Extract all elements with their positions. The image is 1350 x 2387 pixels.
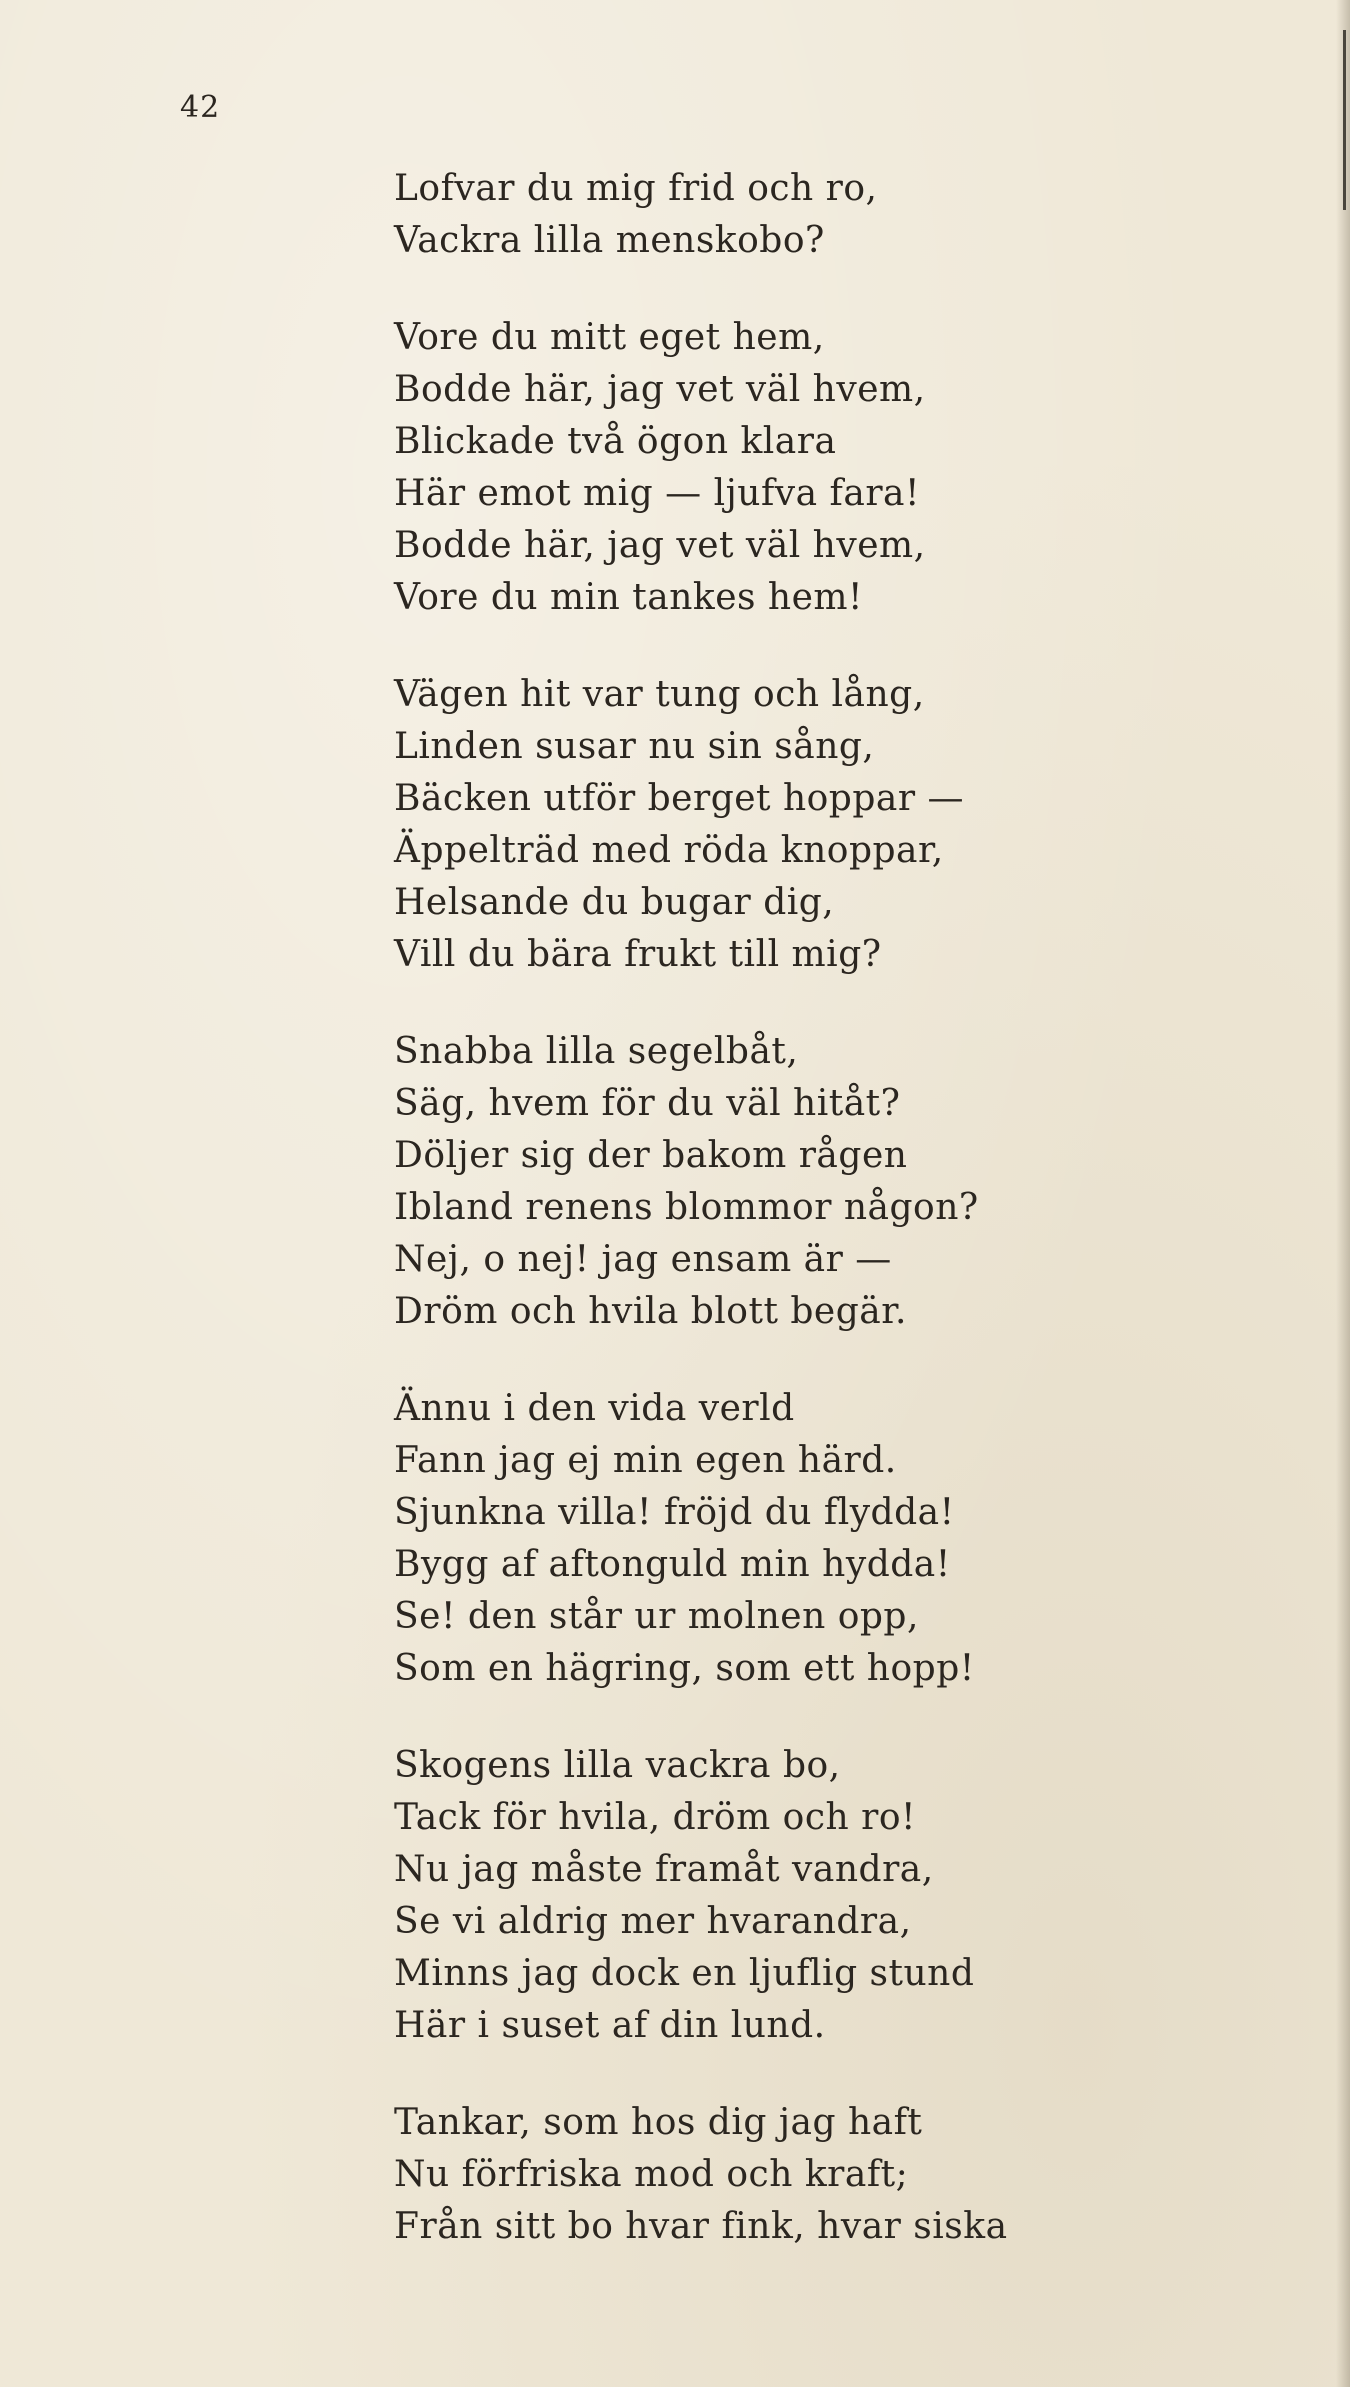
- poem-line: Bodde här, jag vet väl hvem,: [394, 369, 926, 410]
- poem-line: Vore du min tankes hem!: [394, 577, 864, 618]
- poem-line: Från sitt bo hvar fink, hvar siska: [394, 2206, 1008, 2247]
- page-edge-line: [1343, 30, 1346, 210]
- poem-line: Vackra lilla menskobo?: [394, 220, 825, 261]
- poem-line: Se! den står ur molnen opp,: [394, 1596, 919, 1637]
- poem-line: Som en hägring, som ett hopp!: [394, 1648, 975, 1689]
- poem-line: Lofvar du mig frid och ro,: [394, 168, 878, 209]
- poem-line: Helsande du bugar dig,: [394, 882, 835, 923]
- stanza-3: [394, 669, 1294, 981]
- poem-line: Skogens lilla vackra bo,: [394, 1745, 841, 1786]
- poem-line: Säg, hvem för du väl hitåt?: [394, 1083, 901, 1124]
- poem-line: Vill du bära frukt till mig?: [394, 934, 882, 975]
- poem-line: Äppelträd med röda knoppar,: [394, 830, 944, 871]
- poem-line: Se vi aldrig mer hvarandra,: [394, 1901, 912, 1942]
- stanza-6: [394, 1740, 1294, 2052]
- poem-line: Nu jag måste framåt vandra,: [394, 1849, 934, 1890]
- stanza-2: [394, 312, 1294, 624]
- poem-line: Linden susar nu sin sång,: [394, 726, 875, 767]
- poem-line: Blickade två ögon klara: [394, 421, 837, 462]
- poem-line: Tack för hvila, dröm och ro!: [394, 1797, 916, 1838]
- poem-line: Ännu i den vida verld: [394, 1388, 795, 1429]
- poem-line: Tankar, som hos dig jag haft: [394, 2102, 923, 2143]
- stanza-4: [394, 1026, 1294, 1338]
- poem-line: Här emot mig — ljufva fara!: [394, 473, 920, 514]
- poem: [394, 163, 1294, 2298]
- page-edge-shadow: [1336, 0, 1350, 2387]
- poem-line: Bygg af aftonguld min hydda!: [394, 1544, 951, 1585]
- poem-line: Här i suset af din lund.: [394, 2005, 826, 2046]
- stanza-7: [394, 2097, 1294, 2253]
- poem-line: Sjunkna villa! fröjd du flydda!: [394, 1492, 955, 1533]
- poem-line: Nu förfriska mod och kraft;: [394, 2154, 909, 2195]
- poem-line: Bäcken utför berget hoppar —: [394, 778, 965, 819]
- poem-line: Snabba lilla segelbåt,: [394, 1031, 799, 1072]
- poem-line: Dröm och hvila blott begär.: [394, 1291, 907, 1332]
- poem-line: Bodde här, jag vet väl hvem,: [394, 525, 926, 566]
- stanza-5: [394, 1383, 1294, 1695]
- poem-line: Minns jag dock en ljuflig stund: [394, 1953, 975, 1994]
- poem-line: Fann jag ej min egen härd.: [394, 1440, 897, 1481]
- poem-line: Vägen hit var tung och lång,: [394, 674, 925, 715]
- poem-line: Nej, o nej! jag ensam är —: [394, 1239, 892, 1280]
- stanza-1: [394, 163, 1294, 267]
- poem-line: Vore du mitt eget hem,: [394, 317, 825, 358]
- poem-line: Ibland renens blommor någon?: [394, 1187, 979, 1228]
- page-number: 42: [180, 90, 221, 125]
- poem-line: Döljer sig der bakom rågen: [394, 1135, 908, 1176]
